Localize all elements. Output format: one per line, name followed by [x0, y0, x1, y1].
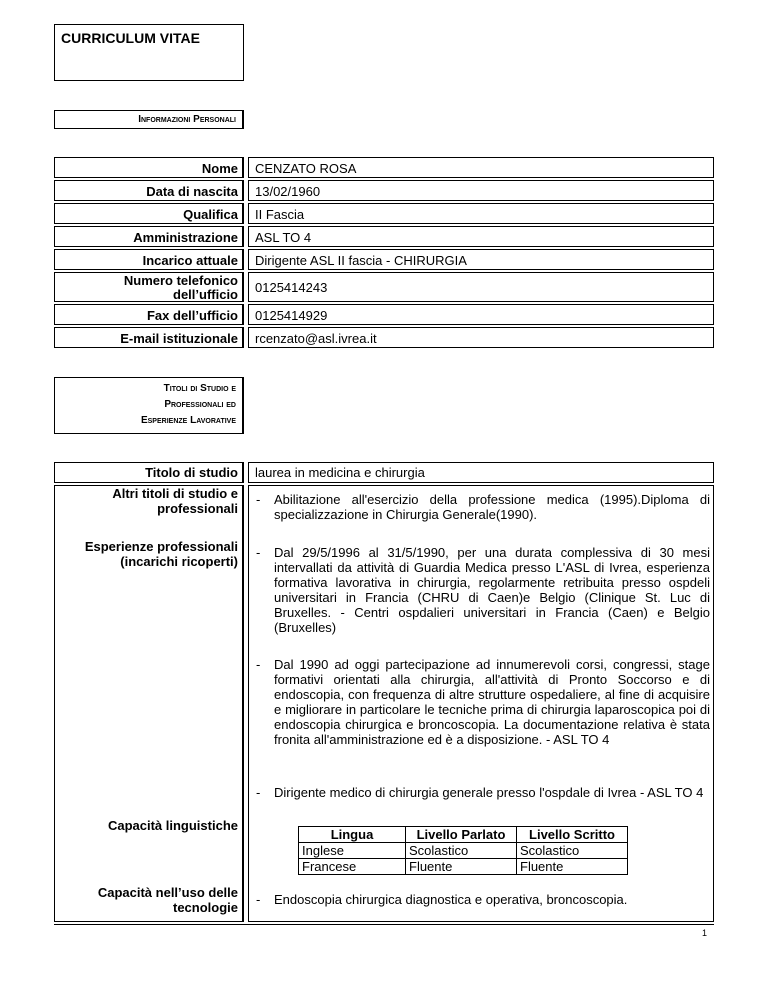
bullet-dash: -	[256, 785, 261, 800]
value-amministrazione: ASL TO 4	[248, 226, 714, 247]
label-amministrazione: Amministrazione	[54, 226, 244, 247]
label-qualifica: Qualifica	[54, 203, 244, 224]
table-row	[299, 859, 628, 875]
label-esperienze-1: Esperienze professionali	[84, 539, 238, 554]
label-altri-titoli-1: Altri titoli di studio e	[112, 486, 238, 501]
value-altri-titoli: Abilitazione all'esercizio della professione medica (1995).Diploma di specializzazione in Chirurgia Generale(1990).	[274, 492, 710, 522]
cell-parlato: Fluente	[406, 859, 517, 875]
value-email: rcenzato@asl.ivrea.it	[248, 327, 714, 348]
cv-title-box	[54, 24, 244, 81]
cell-parlato: Scolastico	[406, 843, 517, 859]
cell-scritto: Fluente	[517, 859, 628, 875]
section-titoli-header	[54, 377, 244, 434]
esperienza-item-2: Dal 1990 ad oggi partecipazione ad innumerevoli corsi, congressi, stage formativi orientati alla chirurgia, all'attività di Pronto Soccorso e di endoscopia, con frequenza di altre strutture ospedaliere, al fine di acquisire e migliorare in particolare le tecniche prima di chirurgia laparoscopica poi di endoscopia chirurgica e broncoscopia. La documentazione relativa è stata fronita all'amministrazione ed è a disposizione. - ASL TO 4	[274, 657, 710, 747]
label-capacita-linguistiche: Capacità linguistiche	[107, 818, 238, 833]
esperienza-item-3: Dirigente medico di chirurgia generale presso l'ospdale di Ivrea - ASL TO 4	[274, 785, 704, 800]
languages-header-parlato: Livello Parlato	[406, 827, 517, 843]
languages-table	[298, 826, 628, 875]
label-fax: Fax dell’ufficio	[54, 304, 244, 325]
languages-header-scritto: Livello Scritto	[517, 827, 628, 843]
section-titoli-line1: Titoli di Studio e	[163, 383, 236, 394]
label-nome: Nome	[54, 157, 244, 178]
section-titoli-line3: Esperienze Lavorative	[140, 415, 236, 426]
label-email: E-mail istituzionale	[54, 327, 244, 348]
section-personal-title: Informazioni Personali	[138, 114, 236, 125]
languages-header-row	[299, 827, 628, 843]
bullet-dash: -	[256, 492, 261, 507]
label-data-nascita: Data di nascita	[54, 180, 244, 201]
languages-header-lingua: Lingua	[299, 827, 406, 843]
cv-title: CURRICULUM VITAE	[61, 30, 200, 46]
value-titolo-studio: laurea in medicina e chirurgia	[248, 462, 714, 483]
value-tecnologie: Endoscopia chirurgica diagnostica e operativa, broncoscopia.	[274, 892, 628, 907]
label-esperienze-2: (incarichi ricoperti)	[120, 554, 238, 569]
value-nome: CENZATO ROSA	[248, 157, 714, 178]
label-tecnologie-2: tecnologie	[172, 900, 238, 915]
bullet-dash: -	[256, 545, 261, 560]
section-personal-header	[54, 110, 244, 129]
label-incarico-attuale: Incarico attuale	[54, 249, 244, 270]
esperienza-item-1: Dal 29/5/1996 al 31/5/1990, per una durata complessiva di 30 mesi intervallati da attività di Guardia Medica presso L'ASL di Ivrea, esperienza formativa lavorativa in chirurgia, regolarmente retribuita presso ospdeli universitari in Francia (CHRU di Caen)e Belgio (Clinique St. Luc di Bruxelles. - Centri ospdalieri universitari in Francia (Caen) e Belgio (Bruxelles)	[274, 545, 710, 635]
cell-lingua: Inglese	[299, 843, 406, 859]
labels-column	[54, 485, 244, 922]
bullet-dash: -	[256, 657, 261, 672]
value-numero-telefonico: 0125414243	[248, 272, 714, 302]
table-row	[299, 843, 628, 859]
cell-lingua: Francese	[299, 859, 406, 875]
value-qualifica: II Fascia	[248, 203, 714, 224]
label-tecnologie-1: Capacità nell’uso delle	[97, 885, 238, 900]
cell-scritto: Scolastico	[517, 843, 628, 859]
label-titolo-studio: Titolo di studio	[54, 462, 244, 483]
page-number: 1	[702, 928, 708, 938]
value-incarico-attuale: Dirigente ASL II fascia - CHIRURGIA	[248, 249, 714, 270]
label-altri-titoli-2: professionali	[157, 501, 238, 516]
section-titoli-line2: Professionali ed	[164, 399, 236, 410]
value-fax: 0125414929	[248, 304, 714, 325]
label-numero-telefonico: Numero telefonico dell’ufficio	[54, 272, 244, 302]
value-data-nascita: 13/02/1960	[248, 180, 714, 201]
footer-rule	[54, 924, 714, 925]
bullet-dash: -	[256, 892, 261, 907]
